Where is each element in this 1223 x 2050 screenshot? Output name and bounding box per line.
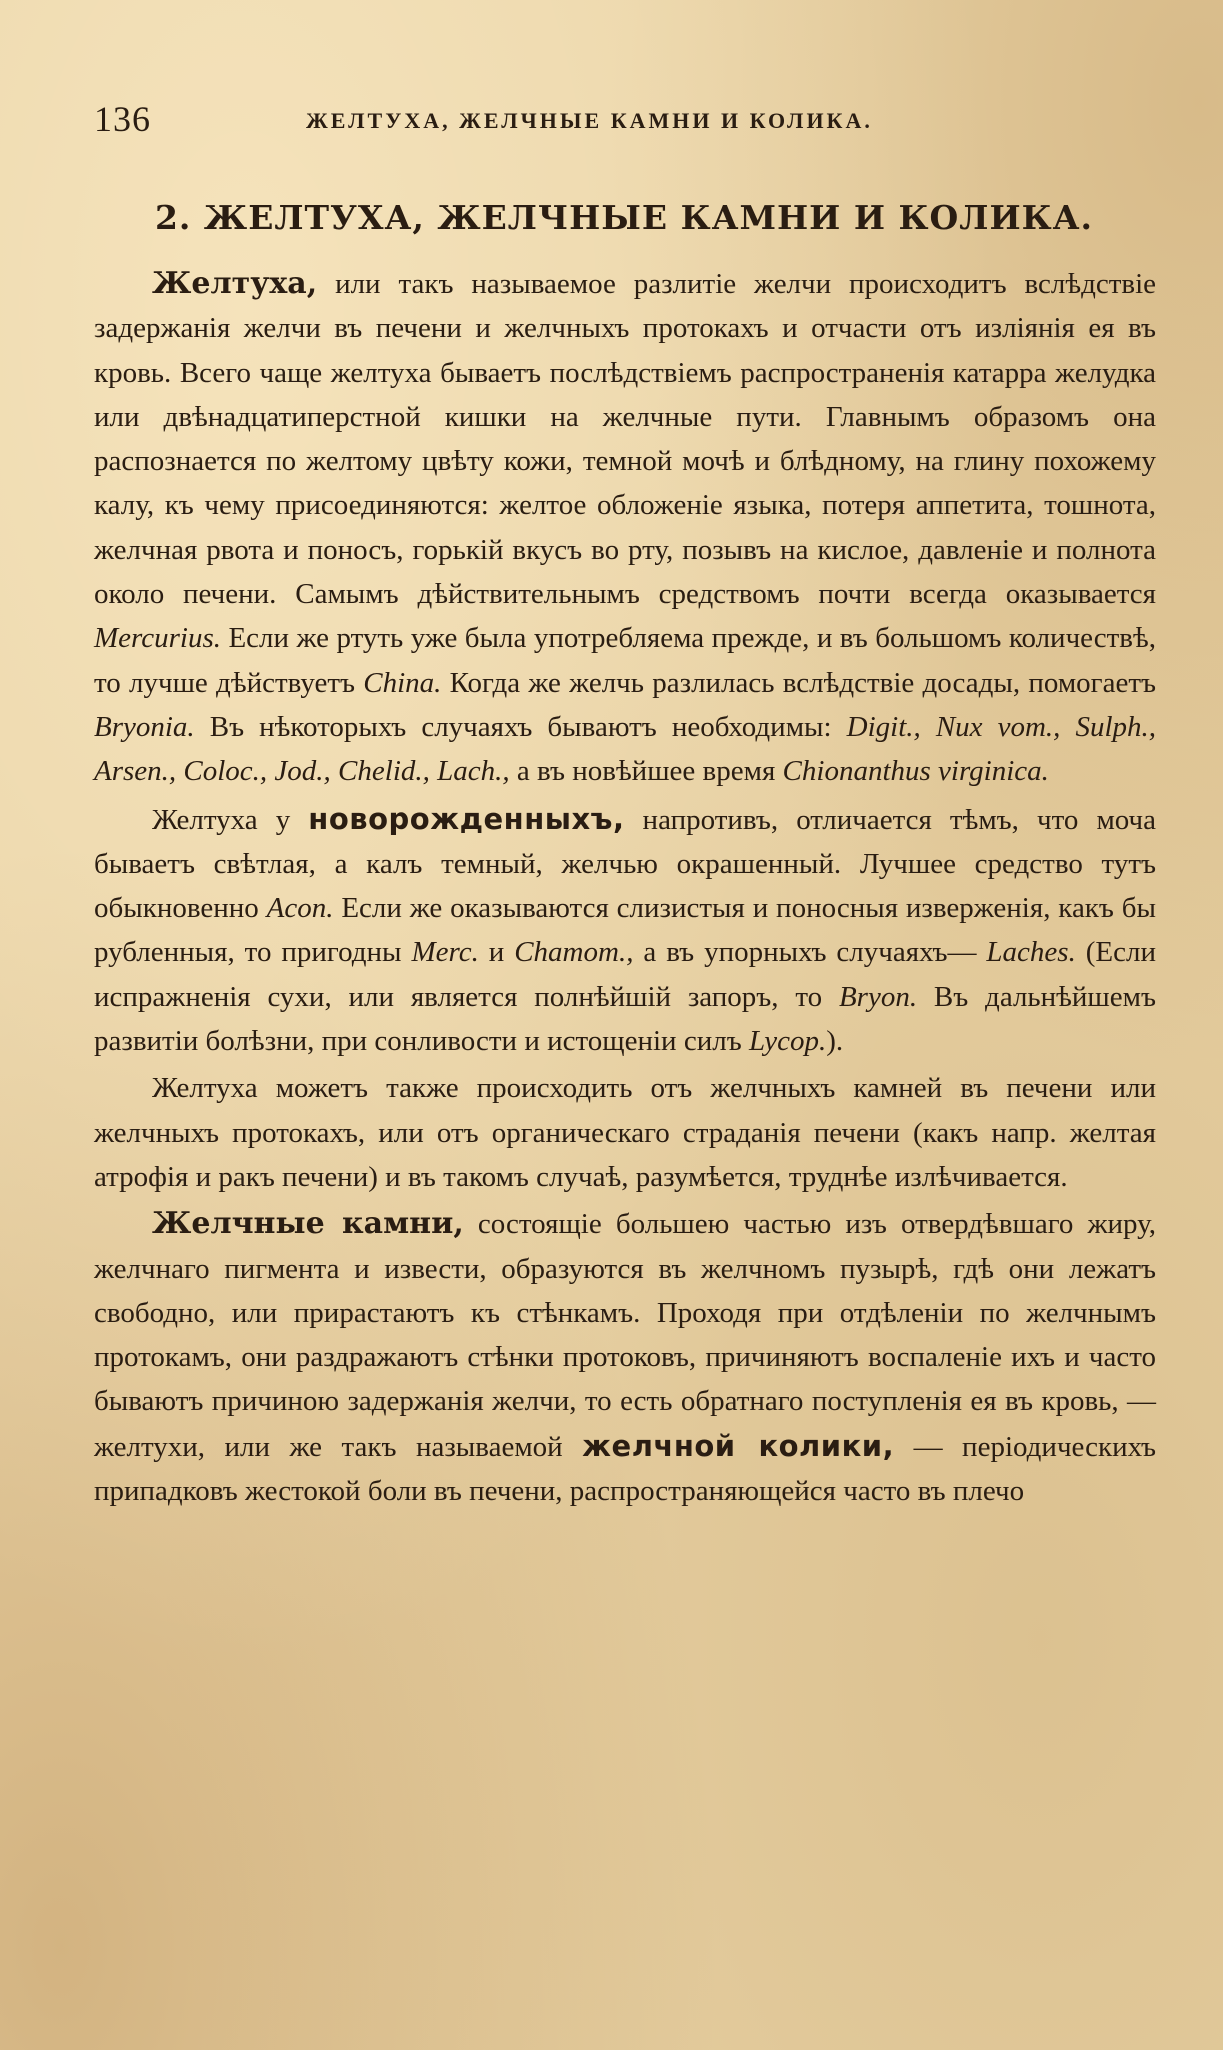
remedy-name: Merc. xyxy=(411,936,479,969)
remedy-name: Acon. xyxy=(266,892,334,925)
text-run: Желтуха можетъ также происходить отъ желчныхъ камней въ печени или желчныхъ протокахъ, или отъ органическаго страданія печени (какъ напр. желтая атрофія и ракъ печени) и въ такомъ случаѣ, разумѣется, труднѣе излѣчивается. xyxy=(94,1072,1156,1193)
remedy-name: Mercurius. xyxy=(94,622,221,655)
remedy-name: Bryon. xyxy=(838,980,918,1013)
text-run: (Если испражненія сухи, или является полнѣйшій запоръ, то xyxy=(94,936,1156,1013)
paragraph-newborn-jaundice xyxy=(94,797,1156,1064)
text-run: а въ новѣйшее время xyxy=(509,755,783,788)
paragraph-jaundice-causes xyxy=(94,1066,1156,1199)
remedy-name: Chamom., xyxy=(514,936,634,969)
text-run: напротивъ, отличается тѣмъ, что моча бываетъ свѣтлая, а калъ темный, желчью окрашенный. Лучшее средство тутъ обыкновенно xyxy=(94,803,1156,925)
paragraph-jaundice xyxy=(94,262,1156,794)
text-run: Желтуха у xyxy=(152,803,309,836)
text-run: Въ нѣкоторыхъ случаяхъ бываютъ необходимы: xyxy=(194,710,847,743)
paragraph-gallstones xyxy=(94,1202,1156,1513)
lead-term: Желтуха, xyxy=(152,266,318,301)
text-run: или такъ называемое разлитіе желчи происходитъ вслѣдствіе задержанія желчи въ печени и желчныхъ протокахъ и отчасти отъ изліянія ея въ кровь. Всего чаще желтуха бываетъ послѣдствіемъ распространенія катарра желудка или двѣнадцатиперстной кишки на желчные пути. Главнымъ образомъ она распознается по желтому цвѣту кожи, темной мочѣ и блѣдному, на глину похожему калу, къ чему присоединяются: желтое обложеніе языка, потеря аппетита, тошнота, желчная рвота и поносъ, горькій вкусъ во рту, позывъ на кислое, давленіе и полнота около печени. Самымъ дѣйствительнымъ средствомъ почти всегда оказывается xyxy=(94,268,1156,611)
text-run: и xyxy=(478,936,515,969)
page-header xyxy=(94,98,1154,148)
emphasis-term: желчной колики, xyxy=(582,1428,895,1463)
page-number: 136 xyxy=(94,99,151,139)
body-text xyxy=(94,262,1156,1513)
text-run: Если же ртуть уже была употребляема прежде, и въ большомъ количествѣ, то лучше дѣйствуетъ xyxy=(94,622,1156,699)
text-run: Если же оказываются слизистыя и поносныя изверженія, какъ бы рубленныя, то пригодны xyxy=(94,892,1156,969)
running-head: ЖЕЛТУХА, ЖЕЛЧНЫЕ КАМНИ И КОЛИКА. xyxy=(306,108,873,133)
text-run: Когда же желчь разлилась вслѣдствіе досады, помогаетъ xyxy=(441,666,1156,699)
remedy-name: China. xyxy=(363,666,442,699)
remedy-list: Digit., Nux vom., Sulph., Arsen., Coloc., Jod., Chelid., Lach., xyxy=(94,710,1156,788)
remedy-name: Bryonia. xyxy=(94,710,195,743)
text-run: — періодическихъ припадковъ жестокой боли въ печени, распространяющейся часто въ плечо xyxy=(94,1430,1156,1508)
text-run: а въ упорныхъ случаяхъ— xyxy=(633,936,987,969)
remedy-name: Chionanthus virginica. xyxy=(782,755,1049,788)
emphasis-term: новорожденныхъ, xyxy=(308,801,625,836)
text-run: ). xyxy=(826,1025,844,1058)
remedy-name: Laches. xyxy=(986,936,1076,969)
text-run: Въ дальнѣйшемъ развитіи болѣзни, при сонливости и истощеніи силъ xyxy=(94,980,1156,1058)
section-title: 2. ЖЕЛТУХА, ЖЕЛЧНЫЕ КАМНИ И КОЛИКА. xyxy=(154,198,1094,237)
lead-term: Желчные камни, xyxy=(152,1206,464,1242)
text-run: состоящіе большею частью изъ отвердѣвшаго жиру, желчнаго пигмента и извести, образуются въ желчномъ пузырѣ, гдѣ они лежатъ свободно, или прирастаютъ къ стѣнкамъ. Проходя при отдѣленіи по желчнымъ протокамъ, они раздражаютъ стѣнки протоковъ, причиняютъ воспаленіе ихъ и часто бываютъ причиною задержанія желчи, то есть обратнаго поступленія ея въ кровь, — желтухи, или же такъ называемой xyxy=(94,1208,1157,1463)
remedy-name: Lycop. xyxy=(748,1025,827,1058)
